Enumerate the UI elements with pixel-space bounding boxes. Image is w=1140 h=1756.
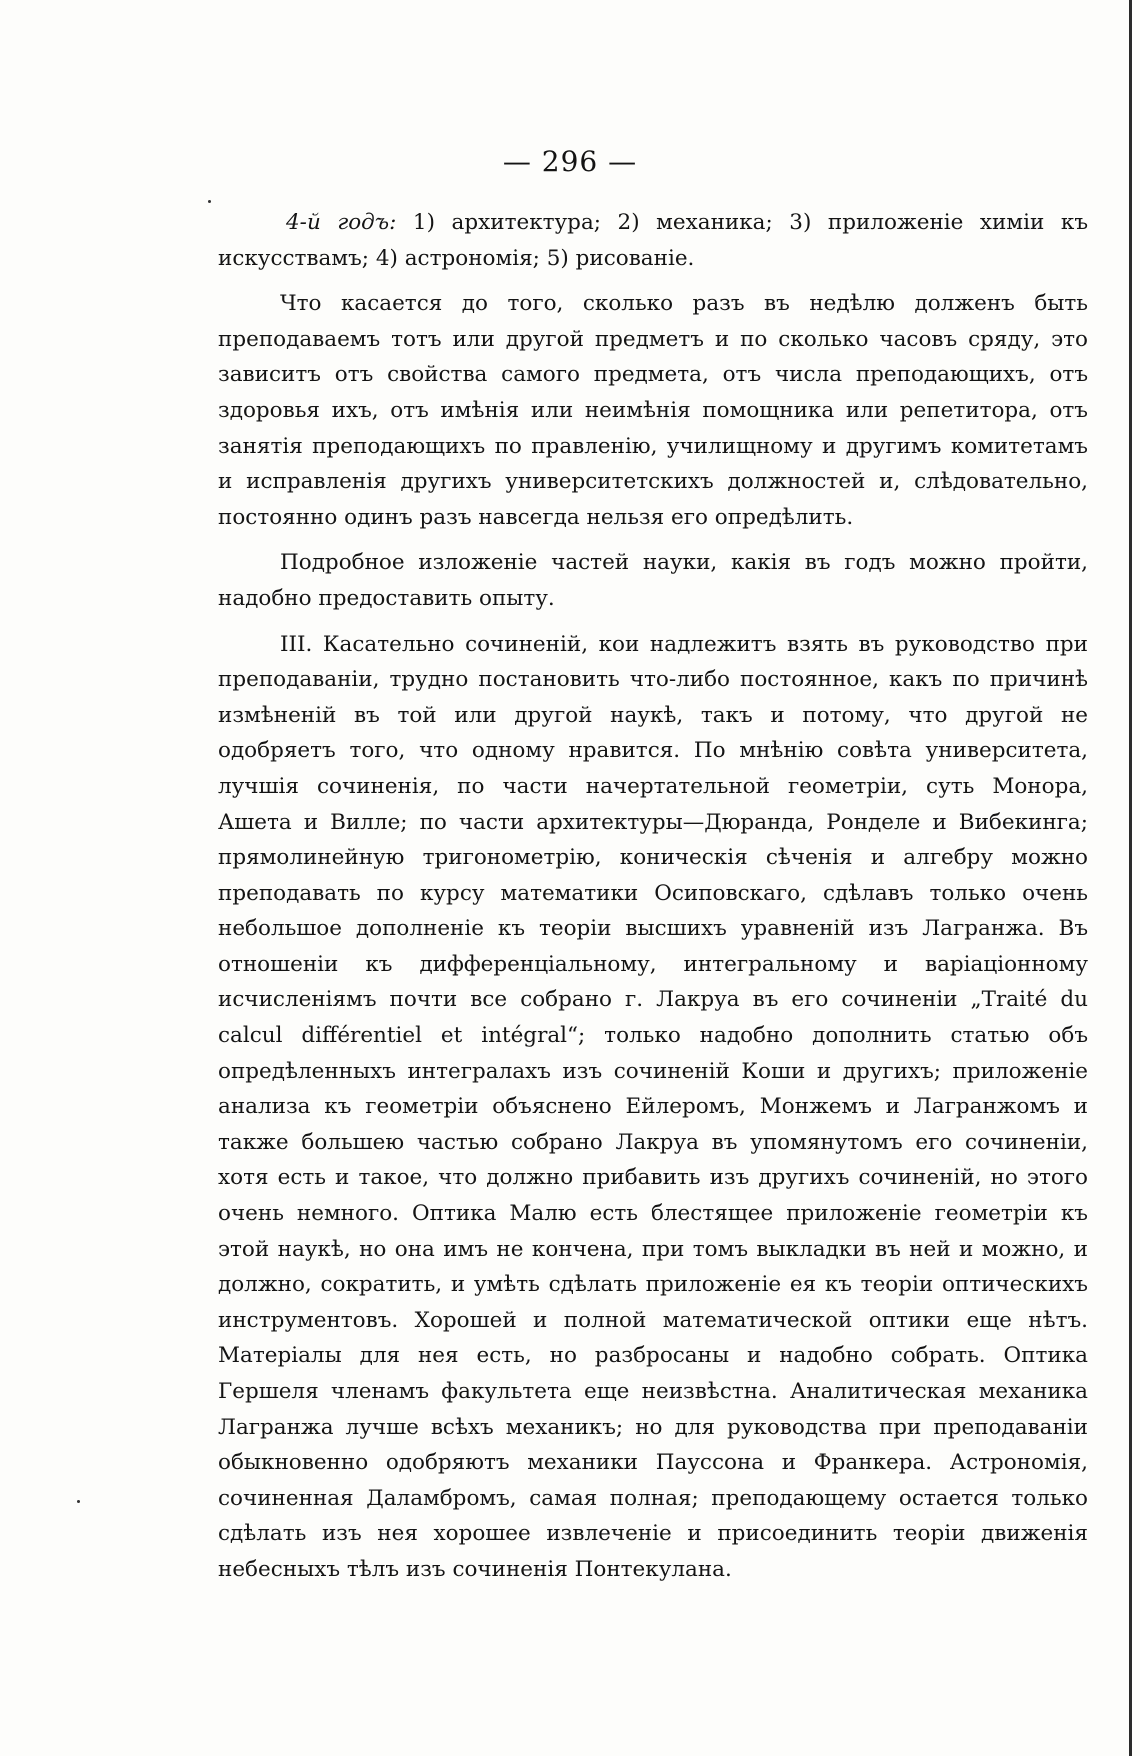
paragraph-curriculum-year-4 [218, 205, 1088, 276]
year-label: 4-й годъ: [286, 210, 397, 235]
paragraph-weekly-hours: Что касается до того, сколько разъ въ недѣлю долженъ быть преподаваемъ тотъ или другой предметъ и по сколько часовъ сряду, это зависитъ отъ свойства самого предмета, отъ числа преподающихъ, отъ здоровья ихъ, отъ имѣнiя или неимѣнiя помощника или репетитора, отъ занятiя преподающихъ по правленiю, училищному и другимъ комитетамъ и исправленiя другихъ университетскихъ должностей и, слѣдовательно, постоянно одинъ разъ навсегда нельзя его опредѣлить. [218, 291, 1088, 530]
page-edge-line [1129, 0, 1132, 1756]
scan-speck [208, 200, 211, 203]
year-subjects: 1) архитектура; 2) механика; 3) приложенiе химiи къ искусствамъ; 4) астрономiя; 5) рисованiе. [218, 210, 1088, 271]
page-number: — 296 — [502, 145, 638, 178]
body-text [218, 205, 1088, 1588]
scan-speck [77, 1500, 80, 1503]
paragraph-textbooks: III. Касательно сочиненiй, кои надлежитъ взять въ руководство при преподаванiи, трудно постановить что-либо постоянное, какъ по причинѣ измѣненiй въ той или другой наукѣ, такъ и потому, что другой не одобряетъ того, что одному нравится. По мнѣнiю совѣта университета, лучшiя сочиненiя, по части начертательной геометрiи, суть Монора, Ашета и Вилле; по части архитектуры—Дюранда, Ронделе и Вибекинга; прямолинейную тригонометрiю, коническiя сѣченiя и алгебру можно преподавать по курсу математики Осиповскаго, сдѣлавъ только очень небольшое дополненiе къ теорiи высшихъ уравненiй изъ Лагранжа. Въ отношенiи къ дифференцiальному, интегральному и варiацiонному исчисленiямъ почти все собрано г. Лакруа въ его сочиненiи „Traité du calcul différentiel et intégral“; только надобно дополнить статью объ опредѣленныхъ интегралахъ изъ сочиненiй Коши и другихъ; приложенiе анализа къ геометрiи объяснено Ейлеромъ, Монжемъ и Лагранжомъ и также большею частью собрано Лакруа въ упомянутомъ его сочиненiи, хотя есть и такое, что должно прибавить изъ другихъ сочиненiй, но этого очень немного. Оптика Малю есть блестящее приложенiе геометрiи къ этой наукѣ, но она имъ не кончена, при томъ выкладки въ ней и можно, и должно, сократить, и умѣть сдѣлать приложенiе ея къ теорiи оптическихъ инструментовъ. Хорошей и полной математической оптики еще нѣтъ. Матерiалы для нея есть, но разбросаны и надобно собрать. Оптика Гершеля членамъ факультета еще неизвѣстна. Аналитическая механика Лагранжа лучше всѣхъ механикъ; но для руководства при преподаванiи обыкновенно одобряютъ механики Пауссона и Франкера. Астрономiя, сочиненная Даламбромъ, самая полная; преподающему остается только сдѣлать изъ нея хорошее извлеченiе и присоединить теорiи движенiя небесныхъ тѣлъ изъ сочиненiя Понтекулана. [218, 631, 1088, 1582]
paragraph-detailed-parts: Подробное изложенiе частей науки, какiя въ годъ можно пройти, надобно предоставить опыту. [218, 550, 1088, 611]
